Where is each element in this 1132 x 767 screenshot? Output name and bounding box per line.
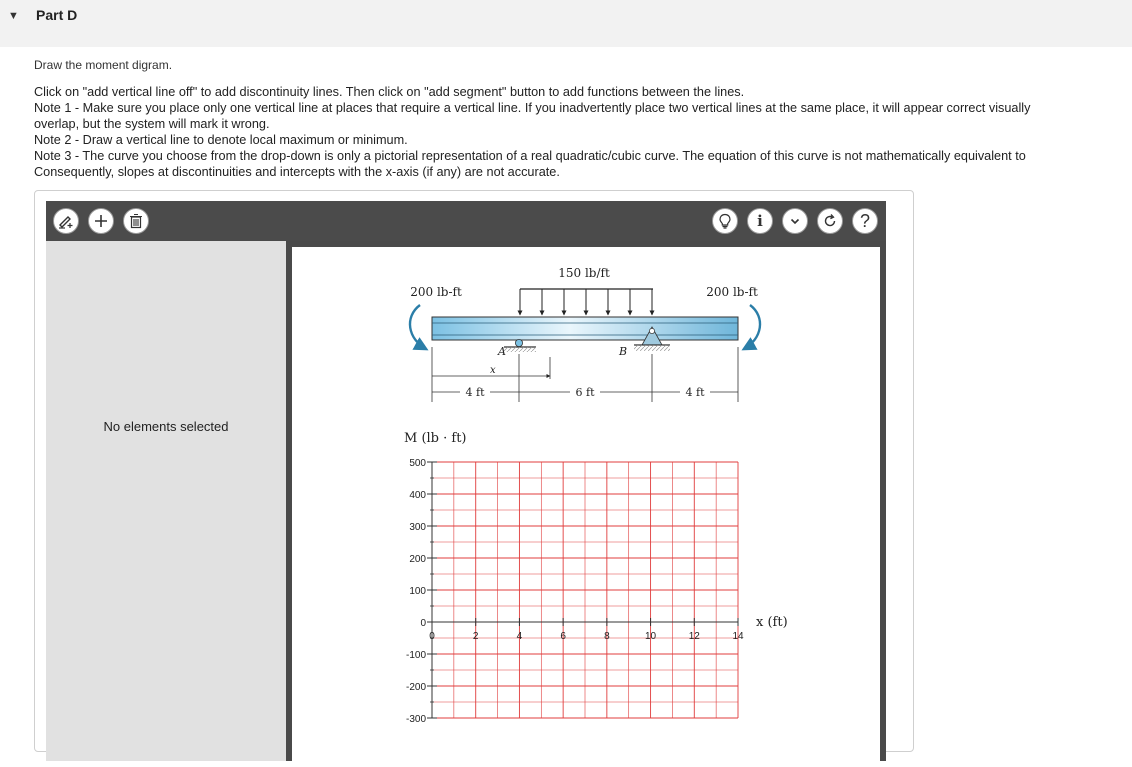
support-b-label: B	[619, 345, 628, 358]
chart-xlabel: x (ft)	[756, 615, 788, 630]
question-prompt: Draw the moment digram.	[34, 58, 173, 72]
distributed-load-label: 150 lb/ft	[558, 266, 610, 280]
beam-figure	[410, 266, 760, 402]
y-tick-label: 100	[409, 586, 426, 597]
moment-diagram-grid[interactable]	[406, 458, 744, 725]
instructions	[34, 84, 1132, 180]
toolbar	[46, 201, 886, 241]
properties-panel	[46, 241, 286, 761]
support-a	[504, 339, 536, 352]
lightbulb-icon[interactable]	[712, 208, 738, 234]
y-tick-label: 500	[409, 458, 426, 469]
instruction-line: Note 2 - Draw a vertical line to denote local maximum or minimum.	[34, 133, 408, 147]
plus-icon[interactable]	[88, 208, 114, 234]
support-a-label: A	[498, 345, 506, 358]
right-moment-arrow	[744, 305, 760, 349]
draw-tool-icon[interactable]	[53, 208, 79, 234]
y-tick-label: 400	[409, 490, 426, 501]
reset-icon[interactable]	[817, 208, 843, 234]
span-3-label: 4 ft	[685, 386, 705, 399]
span-2-label: 6 ft	[575, 386, 595, 399]
chart-ylabel: M (lb · ft)	[404, 431, 467, 446]
instruction-line: Consequently, slopes at discontinuities and intercepts with the x-axis (if any) are not accurate.	[34, 165, 560, 179]
y-tick-label: 300	[409, 522, 426, 533]
beam	[432, 317, 738, 340]
x-tick-label: 10	[645, 631, 657, 642]
selection-status: No elements selected	[103, 419, 229, 434]
x-tick-label: 14	[732, 631, 744, 642]
x-tick-label: 2	[472, 631, 479, 642]
x-tick-label: 12	[688, 631, 700, 642]
x-dimension-label: x	[490, 365, 496, 376]
instruction-line: Click on "add vertical line off" to add discontinuity lines. Then click on "add segment" button to add functions between the lines.	[34, 85, 745, 99]
load-arrows	[520, 289, 652, 315]
collapse-caret-icon[interactable]: ▼	[8, 10, 19, 22]
chevron-down-icon[interactable]	[782, 208, 808, 234]
y-tick-label: -100	[405, 650, 426, 661]
instruction-line: Note 1 - Make sure you place only one vertical line at places that require a vertical line. If you inadvertently place two vertical lines at the same place, it will appear correct visually	[34, 101, 1031, 115]
right-moment-label: 200 lb-ft	[706, 285, 758, 299]
span-1-label: 4 ft	[465, 386, 485, 399]
canvas-svg	[292, 247, 880, 767]
left-moment-label: 200 lb-ft	[410, 285, 462, 299]
info-icon[interactable]: i	[747, 208, 773, 234]
left-moment-arrow	[410, 305, 426, 349]
y-tick-label: 0	[420, 618, 426, 629]
x-tick-label: 6	[560, 631, 566, 642]
instruction-line: overlap, but the system will mark it wrong.	[34, 117, 270, 131]
y-tick-label: -300	[405, 714, 426, 725]
part-title: Part D	[36, 7, 78, 23]
x-tick-label: 4	[516, 631, 523, 642]
instruction-line: Note 3 - The curve you choose from the drop-down is only a pictorial representation of a real quadratic/cubic curve. The equation of this curve is not mathematically equivalent to	[34, 149, 1026, 163]
y-tick-label: -200	[405, 682, 426, 693]
trash-icon[interactable]	[123, 208, 149, 234]
x-tick-label: 0	[429, 631, 435, 642]
drawing-canvas[interactable]	[292, 247, 880, 767]
y-tick-label: 200	[409, 554, 426, 565]
help-icon[interactable]: ?	[852, 208, 878, 234]
x-tick-label: 8	[604, 631, 610, 642]
part-header[interactable]	[0, 0, 1132, 47]
drawing-tool	[46, 201, 886, 761]
